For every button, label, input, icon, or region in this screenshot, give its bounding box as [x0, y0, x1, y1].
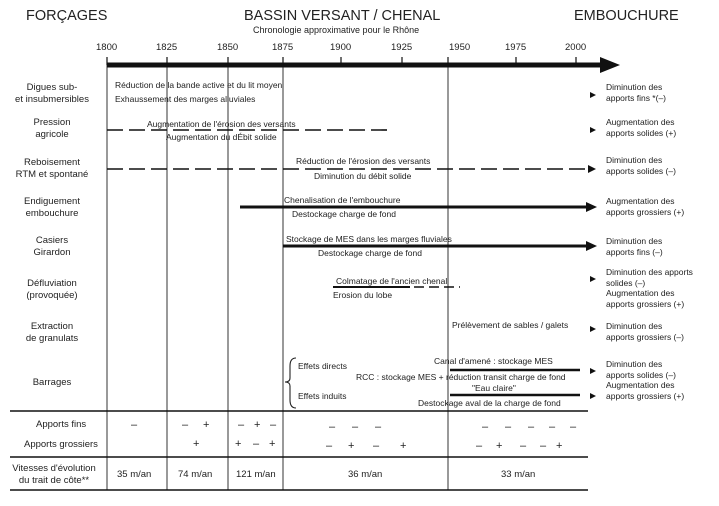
apport-grossiers-symbol: +	[269, 438, 276, 450]
vitesse-value: 33 m/an	[501, 469, 536, 480]
header-bassin-versant: BASSIN VERSANT / CHENAL	[244, 8, 441, 24]
effets-bracket	[285, 358, 296, 408]
apport-fins-symbol: –	[528, 421, 535, 433]
timeline-arrowhead	[600, 57, 620, 73]
effect-digues: Diminution des apports fins *(–)	[606, 82, 666, 103]
label-apports-fins: Apports fins	[36, 419, 87, 430]
year-label: 1925	[391, 42, 413, 53]
vitesse-value: 121 m/an	[236, 469, 276, 480]
apport-grossiers-symbol: –	[520, 440, 527, 452]
apport-fins-symbol: –	[329, 421, 336, 433]
row-label-defluviation: Défluviation (provoquée)	[26, 278, 78, 301]
year-label: 1950	[449, 42, 471, 53]
annotation-casiers-2: Destockage charge de fond	[318, 248, 422, 258]
apport-grossiers-symbol: –	[326, 440, 333, 452]
annotation-pression-1: Augmentation de l'érosion des versants	[147, 119, 296, 129]
annotation-reboisement-1: Réduction de l'érosion des versants	[296, 156, 431, 166]
vitesse-value: 36 m/an	[348, 469, 383, 480]
label-effets-induits: Effets induits	[298, 391, 347, 401]
annotation-defluviation-1: Colmatage de l'ancien chenal	[336, 276, 448, 286]
apport-fins-symbol: –	[482, 421, 489, 433]
row-label-pression-agricole: Pression agricole	[33, 117, 71, 140]
apport-fins-symbol: –	[549, 421, 556, 433]
arrow-casiers	[586, 241, 597, 251]
label-effets-directs: Effets directs	[298, 361, 347, 371]
header-embouchure: EMBOUCHURE	[574, 8, 679, 24]
row-label-reboisement: Reboisement RTM et spontané	[15, 157, 89, 180]
annotation-pression-2: Augmentation du dÉbit solide	[166, 132, 277, 142]
apport-grossiers-symbol: –	[253, 438, 260, 450]
apport-fins-symbol: –	[238, 419, 245, 431]
effect-endiguement: Augmentation des apports grossiers (+)	[606, 196, 685, 217]
apport-fins-symbol: –	[131, 419, 138, 431]
apport-grossiers-symbol: +	[556, 440, 563, 452]
apport-fins-symbol: –	[505, 421, 512, 433]
apport-fins-symbol: –	[270, 419, 277, 431]
apport-grossiers-symbol: +	[496, 440, 503, 452]
effect-extraction: Diminution des apports grossiers (–)	[606, 321, 684, 342]
apport-grossiers-symbol: +	[193, 438, 200, 450]
effect-barrages: Diminution des apports solides (–) Augmentation des apports grossiers (+)	[606, 359, 685, 401]
year-label: 1825	[156, 42, 178, 53]
annotation-digues-2: Exhaussement des marges alluviales	[115, 94, 256, 104]
arrow-endiguement	[586, 202, 597, 212]
annotation-endiguement-1: Chenalisation de l'embouchure	[284, 195, 401, 205]
row-label-digues: Digues sub- et insubmersibles	[15, 82, 89, 105]
year-label: 1850	[217, 42, 239, 53]
annotation-endiguement-2: Destockage charge de fond	[292, 209, 396, 219]
effect-casiers: Diminution des apports fins (–)	[606, 236, 663, 257]
apport-fins-symbol: –	[375, 421, 382, 433]
annotation-reboisement-2: Diminution du débit solide	[314, 171, 412, 181]
apport-grossiers-symbol: –	[476, 440, 483, 452]
arrow-reboisement	[588, 165, 596, 173]
apport-fins-symbol: –	[182, 419, 189, 431]
annotation-extraction-1: Prélèvement de sables / galets	[452, 320, 569, 330]
label-vitesses: Vitesses d'évolution du trait de côte**	[12, 463, 96, 486]
row-label-extraction: Extraction de granulats	[25, 321, 79, 344]
year-label: 1975	[505, 42, 527, 53]
year-label: 1875	[272, 42, 294, 53]
apport-grossiers-symbol: +	[235, 438, 242, 450]
label-apports-grossiers: Apports grossiers	[24, 439, 98, 450]
header-subtitle: Chronologie approximative pour le Rhône	[253, 25, 420, 35]
effect-reboisement: Diminution des apports solides (–)	[606, 155, 676, 176]
annotation-barrages-2: RCC : stockage MES + réduction transit charge de fond	[356, 372, 566, 382]
header-forcages: FORÇAGES	[26, 8, 108, 24]
effect-defluviation: Diminution des apports solides (–) Augmentation des apports grossiers (+)	[606, 267, 693, 309]
year-label: 2000	[565, 42, 587, 53]
apport-grossiers-symbol: –	[373, 440, 380, 452]
year-label: 1800	[96, 42, 118, 53]
row-label-barrages: Barrages	[32, 377, 72, 388]
row-label-endiguement: Endiguement embouchure	[24, 196, 80, 219]
apport-grossiers-symbol: +	[400, 440, 407, 452]
annotation-defluviation-2: Erosion du lobe	[333, 290, 393, 300]
annotation-barrages-3: "Eau claire"	[472, 383, 516, 393]
annotation-casiers-1: Stockage de MES dans les marges fluviales	[286, 234, 452, 244]
apport-fins-symbol: +	[254, 419, 261, 431]
effect-pression: Augmentation des apports solides (+)	[606, 117, 677, 138]
apport-fins-symbol: –	[570, 421, 577, 433]
vitesse-value: 74 m/an	[178, 469, 213, 480]
apport-grossiers-symbol: –	[540, 440, 547, 452]
annotation-barrages-4: Destockage aval de la charge de fond	[418, 398, 561, 408]
vitesse-value: 35 m/an	[117, 469, 152, 480]
apport-fins-symbol: –	[352, 421, 359, 433]
annotation-digues-1: Réduction de la bande active et du lit moyen	[115, 80, 283, 90]
apport-grossiers-symbol: +	[348, 440, 355, 452]
annotation-barrages-1: Canal d'amené : stockage MES	[434, 356, 553, 366]
apport-fins-symbol: +	[203, 419, 210, 431]
year-label: 1900	[330, 42, 352, 53]
row-label-casiers: Casiers Girardon	[33, 235, 71, 258]
